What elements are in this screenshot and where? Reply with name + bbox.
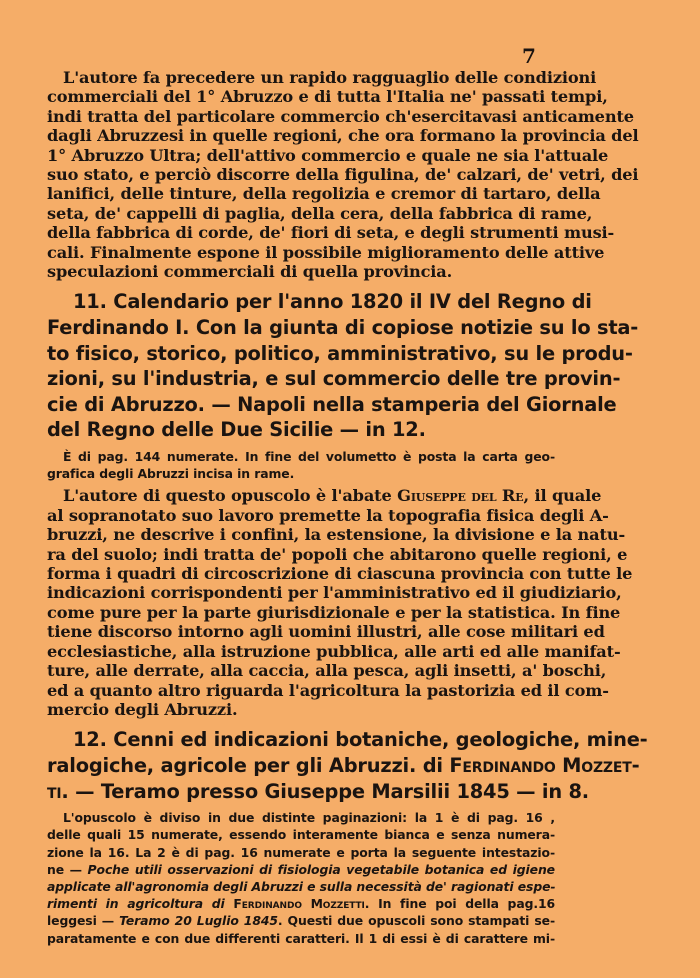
text-line: mercio degli Abruzzi. [47,699,238,719]
author-name: ti. [47,779,69,803]
text-line: indi tratta del particolare commercio ch'esercitavasi anticamente [47,106,634,126]
note-line: L'opuscolo è diviso in due distinte paginazioni: la 1 è di pag. 16 , [63,810,555,826]
text-line: bruzzi, ne descrive i confini, la estensione, la divisione e la natu- [47,525,626,545]
note-line: zione la 16. La 2 è di pag. 16 numerate e porta la seguente intestazio- [47,844,555,860]
author-name: Giuseppe del Re [397,486,524,506]
note-fragment: ne — [47,861,88,877]
note-line: È di pag. 144 numerate. In fine del volumetto è posta la carta geo- [63,449,555,465]
text-line: forma i quadri di circoscrizione di ciascuna provincia con tutte le [47,564,633,584]
note-line: paratamente e con due differenti caratteri. Il 1 di essi è di carattere mi- [47,930,555,946]
text-column [47,68,648,947]
text-line: commerciali del 1° Abruzzo e di tutta l'Italia ne' passati tempi, [47,87,608,107]
text-line: cali. Finalmente espone il possibile miglioramento delle attive [47,242,605,262]
text-fragment: L'autore di questo opuscolo è l'abate [63,486,398,506]
text-line: indicazioni corrispondenti per l'amministrativo ed il giudiziario, [47,583,622,603]
title-line: del Regno delle Due Sicilie — in 12. [47,418,426,442]
text-line: L'autore fa precedere un rapido ragguaglio delle condizioni [63,68,597,87]
page-number: 7 [522,44,536,68]
title-line: 12. Cenni ed indicazioni botaniche, geologiche, mine- [73,728,648,752]
title-line [47,779,589,805]
text-line: tiene discorso intorno agli uomini illustri, alle cose militari ed [47,622,605,642]
text-line: come pure per la parte giurisdizionale e per la statistica. In fine [47,602,621,622]
title-fragment: ralogiche, agricole per gli Abruzzi. di [47,753,450,777]
text-line: seta, de' cappelli di paglia, della cera, della fabbrica di rame, [47,203,593,223]
note-fragment: leggesi — [47,913,120,929]
text-line: ed a quanto altro riguarda l'agricoltura la pastorizia ed il com- [47,680,609,700]
text-line: lanifici, delle tinture, della regolizia e cremor di tartaro, della [47,184,601,204]
text-line [47,486,602,506]
text-line: dagli Abruzzesi in quelle regioni, che ora formano la provincia del [47,126,639,146]
title-line: to fisico, storico, politico, amministrativo, su le produ- [47,341,633,365]
title-line [47,753,640,779]
italic-title: Poche utili osservazioni di fisiologia vegetabile botanica ed igiene [87,861,555,877]
entry-12-title [47,727,648,804]
intro-paragraph [47,68,639,282]
italic-date: Teramo 20 Luglio 1845 [119,913,278,929]
entry-11-description [47,486,633,719]
author-name: Ferdinando Mozzet- [449,753,640,777]
text-line: speculazioni commerciali di quella provincia. [47,262,453,282]
note-line: delle quali 15 numerate, essendo interamente bianca e senza numera- [47,827,555,843]
title-line: zioni, su l'industria, e sul commercio delle tre provin- [47,367,621,391]
title-fragment: — Teramo presso Giuseppe Marsilii 1845 — in 8. [68,779,589,803]
title-line: Ferdinando I. Con la giunta di copiose notizie su lo sta- [47,316,639,340]
italic-title: rimenti in agricoltura di [47,896,234,912]
author-name: Ferdinando Mozzetti [233,896,365,912]
text-line: della fabbrica di corde, de' fiori di seta, e degli strumenti musi- [47,223,615,243]
text-line: ecclesiastiche, alla istruzione pubblica, alle arti ed alle manifat- [47,641,621,661]
title-line: 11. Calendario per l'anno 1820 il IV del Regno di [73,290,592,314]
note-line [47,861,555,878]
title-line: cie di Abruzzo. — Napoli nella stamperia del Giornale [47,392,617,416]
note-line: grafica degli Abruzzi incisa in rame. [47,466,295,482]
note-fragment: . Questi due opuscoli sono stampati se- [277,913,555,929]
entry-11-note [47,448,555,482]
text-line: al sopranotato suo lavoro premette la topografia fisica degli A- [47,505,609,525]
note-fragment: . In fine poi della pag.16 [364,896,555,912]
text-line: ra del suolo; indi tratta de' popoli che abitarono quelle regioni, e [47,544,628,564]
note-line [47,878,555,895]
entry-12-note [47,809,555,947]
entry-11-title [47,289,639,443]
text-fragment: , il quale [523,486,602,506]
italic-title: applicate all'agronomia degli Abruzzi e sulla necessità de' ragionati espe- [47,878,556,894]
note-line [47,895,555,912]
text-line: ture, alle derrate, alla caccia, alla pesca, agli insetti, a' boschi, [47,661,607,681]
text-line: 1° Abruzzo Ultra; dell'attivo commercio e quale ne sia l'attuale [47,145,609,165]
note-line [47,912,555,929]
text-line: suo stato, e perciò discorre della figulina, de' calzari, de' vetri, dei [47,165,639,185]
